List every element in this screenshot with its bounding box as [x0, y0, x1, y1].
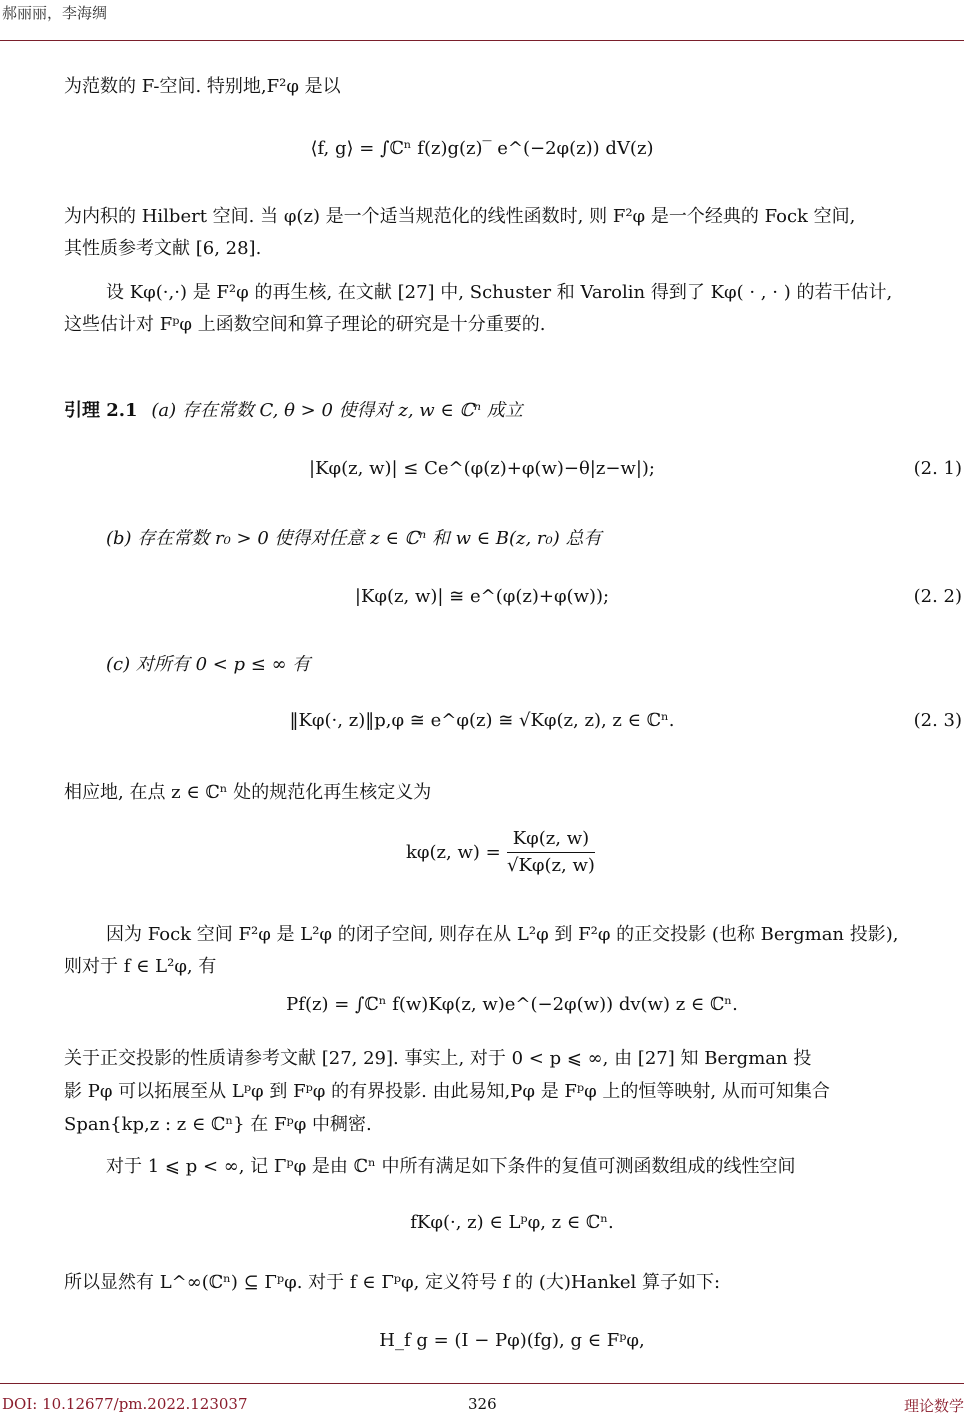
eq4-fraction: [507, 826, 595, 879]
equation-normalized-kernel: [406, 826, 595, 879]
equation-hankel-operator: H_f g = (I − Pφ)(fg), g ∈ Fᵖφ,: [379, 1330, 645, 1351]
header-rule: [0, 40, 964, 41]
equation-number-2-3: (2. 3): [913, 710, 962, 731]
footer-doi-link[interactable]: DOI: 10.12677/pm.2022.123037: [2, 1395, 248, 1413]
equation-2-2: |Kφ(z, w)| ≅ e^(φ(z)+φ(w));: [354, 586, 610, 607]
paragraph-kernel-line2: 这些估计对 Fᵖφ 上函数空间和算子理论的研究是十分重要的.: [64, 314, 546, 335]
eq4-denominator: √Kφ(z, w): [506, 855, 595, 876]
paragraph-normalized-kernel: 相应地, 在点 z ∈ ℂⁿ 处的规范化再生核定义为: [64, 782, 432, 803]
paragraph-orthogonal-line3: Span{kp,z : z ∈ ℂⁿ} 在 Fᵖφ 中稠密.: [64, 1114, 372, 1135]
paragraph-kernel-line1: 设 Kφ(·,·) 是 F²φ 的再生核, 在文献 [27] 中, Schuster 和 Varolin 得到了 Kφ( · , · ) 的若干估计,: [106, 282, 893, 303]
paragraph-hankel-definition: 所以显然有 L^∞(ℂⁿ) ⊆ Γᵖφ. 对于 f ∈ Γᵖφ, 定义符号 f 的 (大)Hankel 算子如下:: [64, 1272, 721, 1293]
footer-rule: [0, 1383, 964, 1384]
paragraph-hilbert-line1: 为内积的 Hilbert 空间. 当 φ(z) 是一个适当规范化的线性函数时, 则 F²φ 是一个经典的 Fock 空间,: [64, 206, 856, 227]
lemma-part-a: (a) 存在常数 C, θ > 0 使得对 z, w ∈ ℂⁿ 成立: [151, 400, 523, 421]
paragraph-projection-line2: 则对于 f ∈ L²φ, 有: [64, 956, 217, 977]
lemma-part-b: (b) 存在常数 r₀ > 0 使得对任意 z ∈ ℂⁿ 和 w ∈ B(z, r₀) 总有: [106, 528, 602, 549]
paragraph-gamma-space: 对于 1 ⩽ p < ∞, 记 Γᵖφ 是由 ℂⁿ 中所有满足如下条件的复值可测函数组成的线性空间: [106, 1156, 796, 1177]
lemma-block: [64, 394, 523, 428]
paragraph-projection-line1: 因为 Fock 空间 F²φ 是 L²φ 的闭子空间, 则存在从 L²φ 到 F²φ 的正交投影 (也称 Bergman 投影),: [106, 924, 899, 945]
equation-2-3: ‖Kφ(·, z)‖p,φ ≅ e^φ(z) ≅ √Kφ(z, z), z ∈ ℂⁿ.: [289, 710, 675, 731]
equation-gamma-condition: fKφ(·, z) ∈ Lᵖφ, z ∈ ℂⁿ.: [410, 1212, 614, 1233]
eq4-lhs: kφ(z, w) =: [406, 842, 501, 863]
footer-journal-name: 理论数学: [903, 1397, 964, 1415]
footer-page-number: 326: [468, 1395, 497, 1413]
lemma-title: 引理 2.1: [64, 400, 138, 421]
paragraph-fspace: 为范数的 F-空间. 特别地,F²φ 是以: [64, 76, 341, 97]
equation-number-2-1: (2. 1): [913, 458, 962, 479]
equation-bergman-projection: Pf(z) = ∫ℂⁿ f(w)Kφ(z, w)e^(−2φ(w)) dv(w) z ∈ ℂⁿ.: [286, 994, 738, 1015]
eq4-numerator: Kφ(z, w): [507, 826, 595, 853]
lemma-part-c: (c) 对所有 0 < p ≤ ∞ 有: [106, 654, 311, 675]
equation-2-1: |Kφ(z, w)| ≤ Ce^(φ(z)+φ(w)−θ|z−w|);: [309, 458, 655, 479]
paragraph-hilbert-line2: 其性质参考文献 [6, 28].: [64, 238, 262, 259]
equation-inner-product: ⟨f, g⟩ = ∫ℂⁿ f(z)g(z)‾ e^(−2φ(z)) dV(z): [310, 138, 654, 159]
paragraph-orthogonal-line1: 关于正交投影的性质请参考文献 [27, 29]. 事实上, 对于 0 < p ⩽ ∞, 由 [27] 知 Bergman 投: [64, 1048, 812, 1069]
equation-number-2-2: (2. 2): [913, 586, 962, 607]
paragraph-orthogonal-line2: 影 Pφ 可以拓展至从 Lᵖφ 到 Fᵖφ 的有界投影. 由此易知,Pφ 是 Fᵖφ 上的恒等映射, 从而可知集合: [64, 1081, 830, 1102]
running-header-authors: 郝丽丽，李海绸: [2, 4, 108, 22]
